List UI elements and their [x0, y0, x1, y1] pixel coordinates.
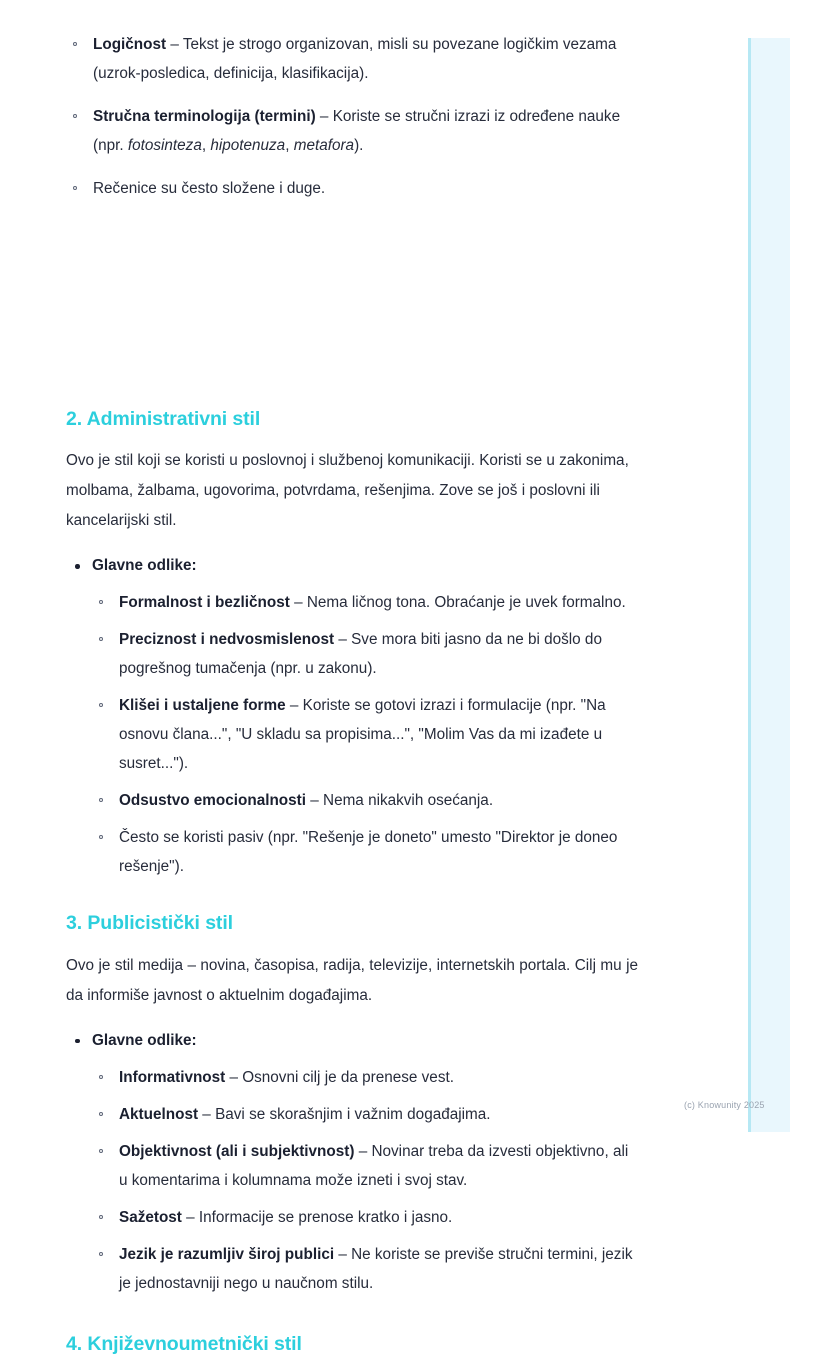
copyright-watermark: (c) Knowunity 2025 — [684, 1100, 765, 1110]
list-item-term: Jezik je razumljiv široj publici — [119, 1245, 335, 1263]
list-item — [92, 625, 638, 683]
list-label: Glavne odlike: — [92, 557, 197, 575]
list-item-separator: , — [285, 137, 294, 154]
list-item — [66, 102, 638, 160]
list-item-text: Koriste se stručni izrazi iz određene nauke (npr. — [93, 108, 621, 154]
list-item-dash: – — [354, 1142, 372, 1160]
section-heading-3: 3. Publicistički stil — [66, 912, 233, 935]
list-item-dash: – — [334, 1245, 352, 1263]
list-item-glavne-odlike — [66, 1027, 638, 1298]
section-2-inner-list — [92, 588, 638, 881]
list-item-term: Stručna terminologija (termini) — [93, 108, 316, 125]
list-item-emphasis: fotosinteza — [127, 137, 202, 154]
list-item-term: Formalnost i bezličnost — [119, 594, 290, 612]
list-item-text: Ne koriste se previše stručni termini, jezik je jednostavniji nego u naučnom stilu. — [119, 1245, 633, 1292]
list-item-dash: – — [225, 1068, 243, 1086]
list-item-text: Često se koristi pasiv (npr. "Rešenje je doneto" umesto "Direktor je doneo rešenje"). — [119, 829, 618, 876]
list-item-text: Nema ličnog tona. Obraćanje je uvek formalno. — [306, 594, 626, 612]
list-item-term: Sažetost — [119, 1208, 182, 1226]
section-heading-2: 2. Administrativni stil — [66, 408, 261, 430]
section-3-inner-list — [92, 1063, 638, 1298]
list-item-term: Aktuelnost — [119, 1105, 199, 1123]
list-item-dash: – — [181, 1208, 199, 1226]
list-item-term: Logičnost — [93, 36, 167, 53]
decorative-side-panel — [748, 38, 790, 1132]
list-item — [92, 588, 638, 617]
list-item-text: Tekst je strogo organizovan, misli su povezane logičkim vezama (uzrok-posledica, definicija, klasifikacija). — [93, 36, 617, 82]
list-item-term: Informativnost — [119, 1068, 226, 1086]
section-3-outer-list — [66, 1027, 638, 1298]
section-paragraph-2: Ovo je stil koji se koristi u poslovnoj i službenoj komunikaciji. Koristi se u zakonima, molbama, žalbama, ugovorima, potvrdama, rešenjima. Zove se još i poslovni ili kancelarijski stil. — [66, 452, 629, 530]
list-item-text: Sve mora biti jasno da ne bi došlo do pogrešnog tumačenja (npr. u zakonu). — [119, 631, 602, 678]
list-item-dash: – — [289, 594, 307, 612]
list-label: Glavne odlike: — [92, 1031, 197, 1049]
list-item-emphasis: metafora — [293, 137, 355, 154]
list-item — [92, 823, 638, 881]
list-item-emphasis: hipotenuza — [210, 137, 286, 154]
list-item-dash: – — [166, 36, 183, 53]
list-item-glavne-odlike — [66, 552, 638, 881]
list-item-term: Klišei i ustaljene forme — [119, 697, 286, 715]
section-heading-4: 4. Književnoumetnički stil — [66, 1332, 302, 1355]
continued-bullet-list — [66, 30, 638, 203]
list-item-dash: – — [334, 631, 352, 649]
section-paragraph-3: Ovo je stil medija – novina, časopisa, radija, televizije, internetskih portala. Cilj mu je da informiše javnost o aktuelnim događajima. — [66, 956, 638, 1004]
list-item-term: Preciznost i nedvosmislenost — [119, 631, 335, 649]
list-item-term: Objektivnost (ali i subjektivnost) — [119, 1142, 355, 1160]
list-item — [92, 1240, 638, 1298]
list-item-text: Osnovni cilj je da prenese vest. — [242, 1068, 454, 1086]
list-item — [92, 1100, 638, 1129]
list-item — [92, 786, 638, 815]
list-item-text: Novinar treba da izvesti objektivno, ali u komentarima i kolumnama može izneti i svoj stav. — [119, 1142, 629, 1189]
list-item-dash: – — [315, 108, 333, 125]
list-item-text: Nema nikakvih osećanja. — [323, 792, 494, 810]
list-item-text: Informacije se prenose kratko i jasno. — [198, 1208, 453, 1226]
section-2-outer-list — [66, 552, 638, 881]
document-content — [66, 0, 638, 1357]
list-item-text: Rečenice su često složene i duge. — [93, 180, 326, 197]
list-item — [92, 691, 638, 778]
list-item — [92, 1063, 638, 1092]
list-item-term: Odsustvo emocionalnosti — [119, 792, 306, 810]
list-item-text: Bavi se skorašnjim i važnim događajima. — [215, 1105, 491, 1123]
list-item-dash: – — [285, 697, 303, 715]
list-item-text: Koriste se gotovi izrazi i formulacije (npr. "Na osnovu člana...", "U skladu sa propisima...", "Molim Vas da mi izađete u susret..."). — [119, 697, 606, 773]
list-item-dash: – — [198, 1105, 216, 1123]
list-item — [66, 30, 638, 88]
list-item — [92, 1137, 638, 1195]
list-item-dash: – — [306, 792, 324, 810]
list-item — [66, 174, 638, 203]
list-item-separator: , — [201, 137, 211, 154]
list-item-text-tail: ). — [354, 137, 364, 154]
list-item — [92, 1203, 638, 1232]
